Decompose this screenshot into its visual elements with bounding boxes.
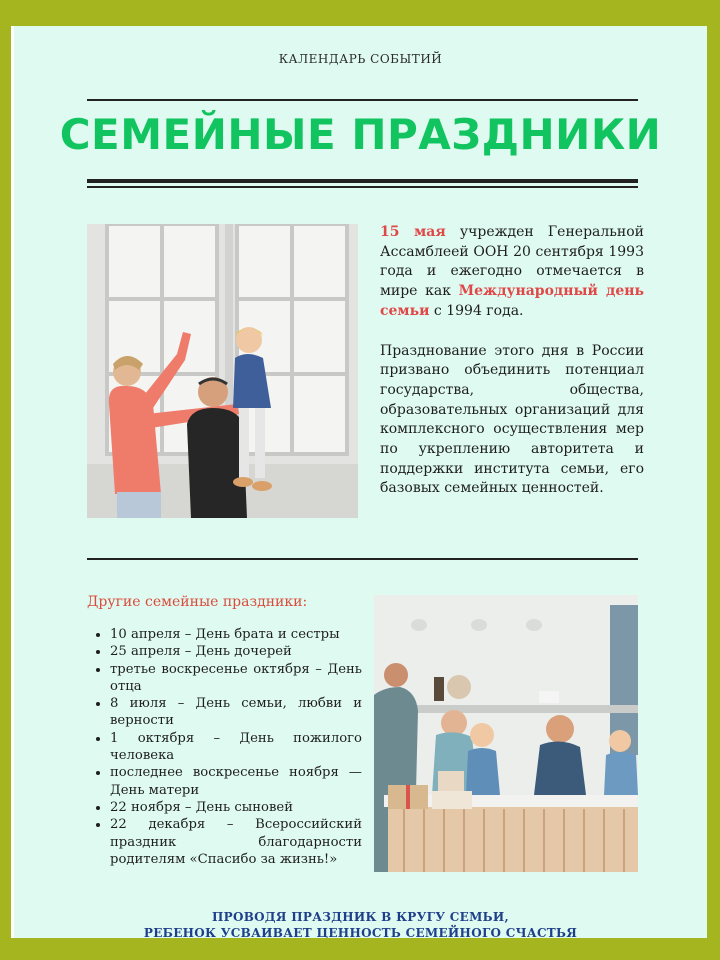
- holiday-item: • 1 октября – День пожилого человека: [110, 730, 362, 765]
- kicker: КАЛЕНДАРЬ СОБЫТИЙ: [278, 52, 443, 66]
- holiday-item: • 25 апреля – День дочерей: [110, 643, 362, 660]
- holiday-item: • 22 ноября – День сыновей: [110, 799, 362, 816]
- family-kitchen-photo: [374, 595, 638, 872]
- divider-middle: [87, 558, 638, 560]
- intro-paragraph-1: [380, 223, 644, 322]
- divider-top: [87, 99, 638, 101]
- intro-text: [380, 223, 644, 519]
- divider-title-thin: [87, 186, 638, 188]
- intro-paragraph-2: Празднование этого дня в России призвано объединить потенциал государства, общества, образовательных организаций для комплексного осуществления мер по укреплению авторитета и поддержки института семьи, его базовых семейных ценностей.: [380, 342, 644, 497]
- intro-date: 15 мая: [380, 224, 446, 240]
- divider-title-thick: [87, 179, 638, 183]
- footer-line-2: РЕБЕНОК УСВАИВАЕТ ЦЕННОСТЬ СЕМЕЙНОГО СЧАСТЬЯ: [143, 926, 578, 938]
- holiday-item: • 8 июля – День семьи, любви и верности: [110, 695, 362, 730]
- intro-text-part1: учрежден Генеральной Ассамблеей ООН 20 сентября 1993 года и ежегодно отмечается в мире как: [380, 224, 644, 300]
- holiday-item: • третье воскресенье октября – День отца: [110, 661, 362, 696]
- other-holidays-title: Другие семейные праздники:: [87, 594, 308, 610]
- holiday-item: • 22 декабря – Всероссийский праздник благодарности родителям «Спасибо за жизнь!»: [110, 816, 362, 868]
- page: [14, 26, 707, 938]
- intro-text-part2: с 1994 года.: [429, 302, 524, 319]
- holiday-list: [98, 626, 362, 868]
- footer-line-1: ПРОВОДЯ ПРАЗДНИК В КРУГУ СЕМЬИ,: [212, 910, 509, 924]
- intro-holiday-name: Международный день семьи: [380, 283, 645, 319]
- holiday-item: • 10 апреля – День брата и сестры: [110, 626, 362, 643]
- footer-motto: [14, 909, 707, 938]
- holiday-item: • последнее воскресенье ноября — День матери: [110, 764, 362, 799]
- page-title: СЕМЕЙНЫЕ ПРАЗДНИКИ: [59, 110, 662, 159]
- family-dancing-photo: [87, 224, 358, 518]
